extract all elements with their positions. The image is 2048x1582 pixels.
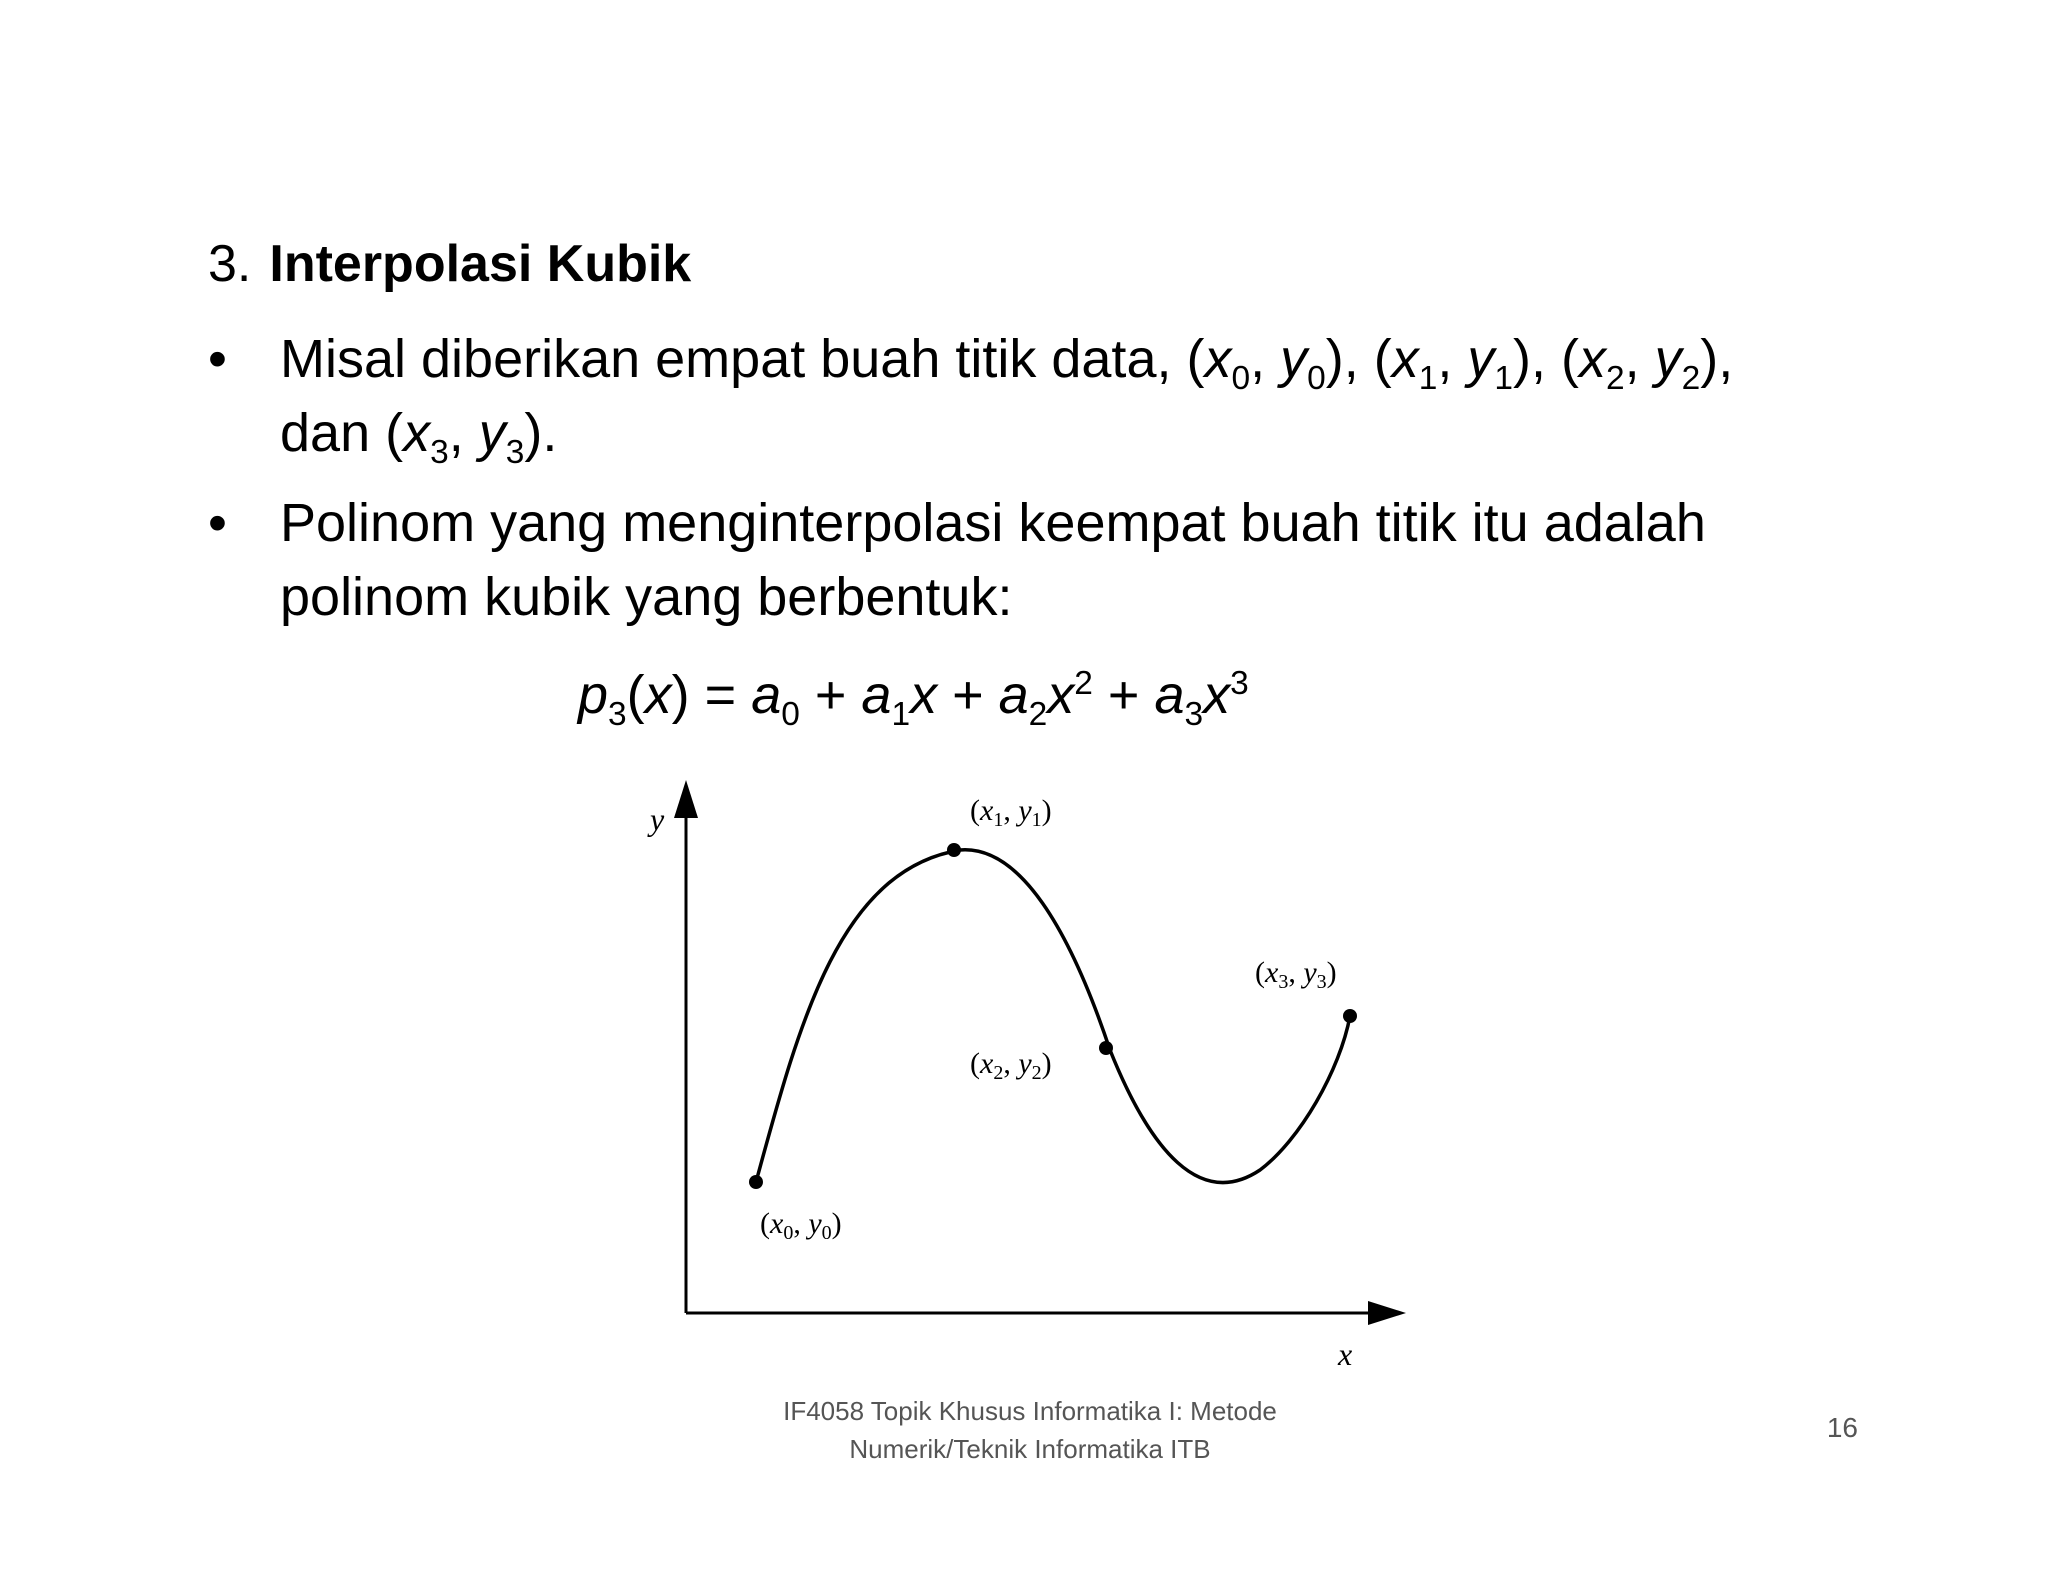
data-point-0	[749, 1175, 763, 1189]
cubic-polynomial-formula: $p_3(x) = a_0 + a_1x + a_2x^2 + a_3x^3$	[578, 665, 1249, 733]
x-axis-label: x	[1338, 1336, 1353, 1372]
slide-footer	[700, 1392, 1360, 1468]
data-point-1	[947, 843, 961, 857]
point-label-3: ($x_3$, $y_3$)	[1255, 956, 1337, 993]
section-heading	[208, 232, 691, 296]
bullet-text: Misal diberikan empat buah titik data, ($x_0$, $y_0$), ($x_1$, $y_1$), ($x_2$, $y_2$), dan ($x_3$, $y_3$).	[280, 329, 1734, 471]
y-axis-label: y	[650, 801, 665, 837]
bullet-polynomial	[208, 486, 1848, 634]
bullet-marker: •	[208, 493, 227, 553]
section-number: 3.	[208, 235, 252, 293]
cubic-curve	[756, 850, 1350, 1183]
cubic-interpolation-diagram	[600, 770, 1420, 1380]
footer-line-1: IF4058 Topik Khusus Informatika I: Metode	[783, 1396, 1277, 1426]
x-axis-arrow	[1368, 1301, 1406, 1325]
point-label-1: ($x_1$, $y_1$)	[970, 794, 1052, 831]
section-title: Interpolasi Kubik	[269, 235, 692, 293]
page-number: 16	[1826, 1412, 1858, 1443]
data-point-2	[1099, 1041, 1113, 1055]
bullet-marker: •	[208, 329, 227, 389]
footer-line-2: Numerik/Teknik Informatika ITB	[849, 1434, 1211, 1464]
y-axis-arrow	[674, 780, 698, 818]
bullet-text: Polinom yang menginterpolasi keempat buah titik itu adalah polinom kubik yang berbentuk:	[280, 493, 1706, 627]
data-point-3	[1343, 1009, 1357, 1023]
point-label-2: ($x_2$, $y_2$)	[970, 1047, 1052, 1084]
point-label-0: ($x_0$, $y_0$)	[760, 1207, 842, 1244]
bullet-data-points	[208, 322, 1848, 470]
